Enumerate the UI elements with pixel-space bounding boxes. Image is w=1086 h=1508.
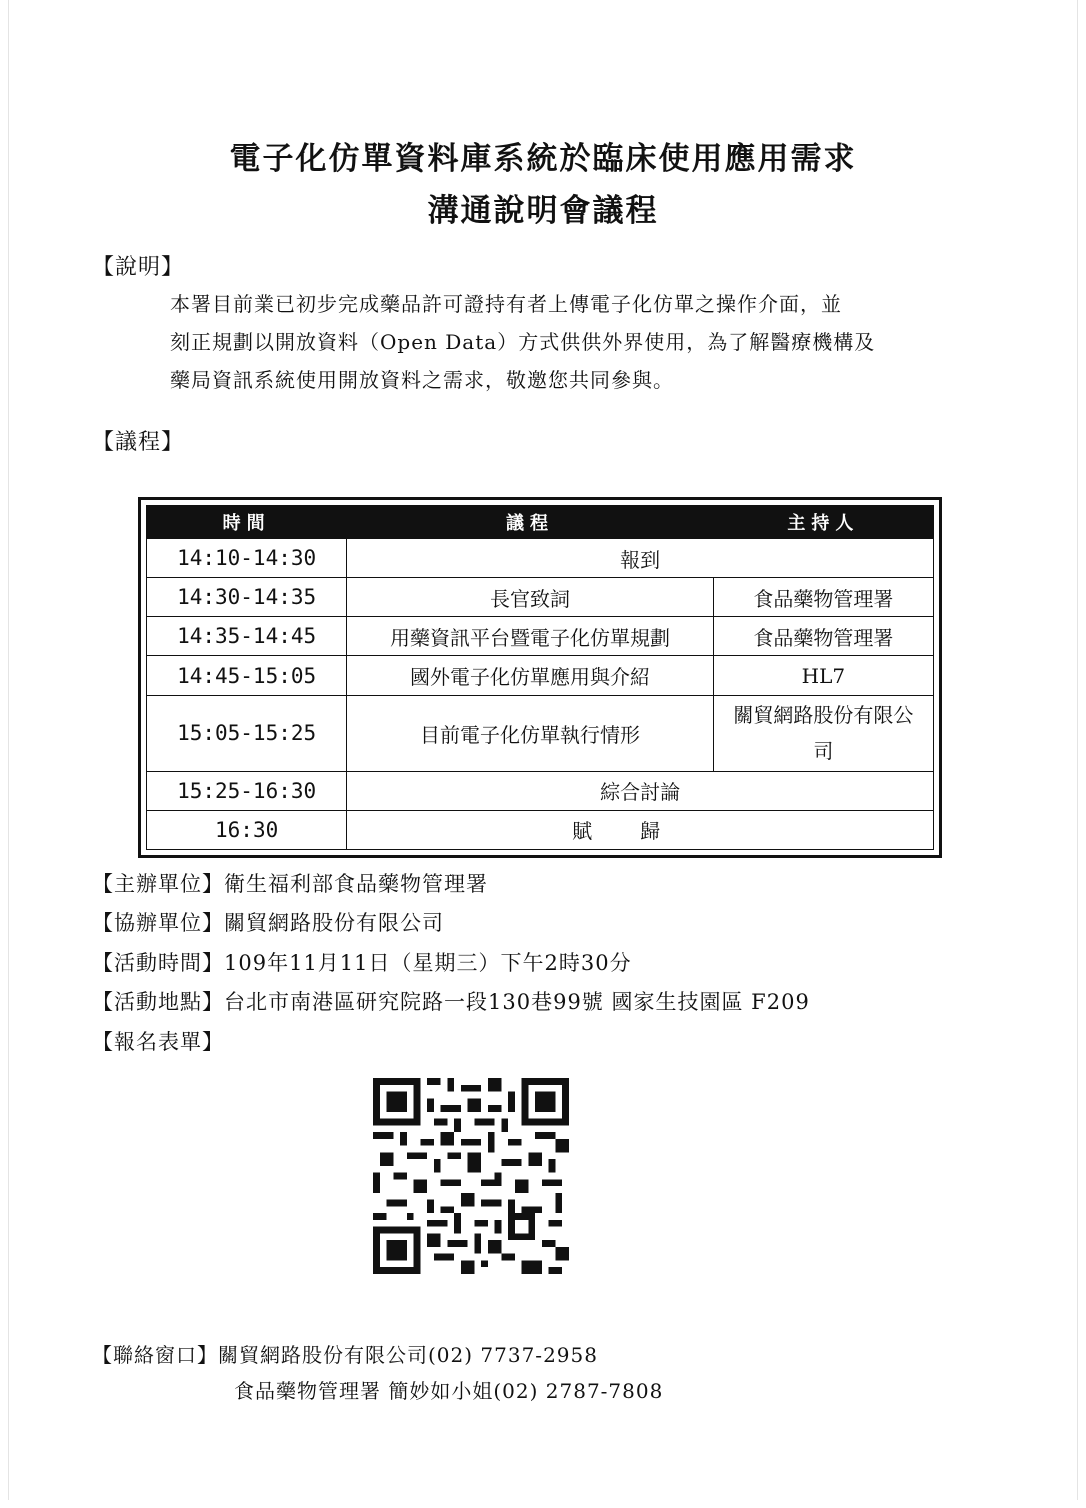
event-location-line xyxy=(92,986,810,1016)
agenda-time: 15:25-16:30 xyxy=(147,771,347,810)
table-row xyxy=(147,810,934,849)
agenda-header-row xyxy=(147,506,934,539)
column-header-host: 主持人 xyxy=(713,506,933,539)
column-header-item: 議程 xyxy=(347,506,713,539)
agenda-time: 15:05-15:25 xyxy=(147,695,347,771)
agenda-item: 國外電子化仿單應用與介紹 xyxy=(347,656,713,695)
co-organizer-label: 【協辦單位】 xyxy=(92,911,224,935)
agenda-table xyxy=(146,505,934,850)
document-subtitle: 溝通說明會議程 xyxy=(427,193,659,229)
description-line: 藥局資訊系統使用開放資料之需求，敬邀您共同參與。 xyxy=(170,368,674,392)
agenda-time: 14:45-15:05 xyxy=(147,656,347,695)
contact-line-2: 食品藥物管理署 簡妙如小姐(02) 2787-7808 xyxy=(234,1379,664,1403)
description-line: 刻正規劃以開放資料（Open Data）方式供供外界使用，為了解醫療機構及 xyxy=(170,330,876,354)
agenda-item: 報到 xyxy=(347,539,934,578)
event-time-value: 109年11月11日（星期三）下午2時30分 xyxy=(224,951,632,975)
co-organizer-value: 關貿網路股份有限公司 xyxy=(224,911,444,935)
organizer-line xyxy=(92,868,488,898)
registration-form-line xyxy=(92,1026,224,1056)
agenda-table-frame xyxy=(138,497,942,858)
table-row xyxy=(147,695,934,771)
event-time-line xyxy=(92,947,632,977)
event-time-label: 【活動時間】 xyxy=(92,951,224,975)
table-row xyxy=(147,771,934,810)
column-header-time: 時間 xyxy=(147,506,347,539)
registration-form-label: 【報名表單】 xyxy=(92,1030,224,1054)
table-row xyxy=(147,656,934,695)
description-heading: 【說明】 xyxy=(92,255,185,280)
event-location-value: 台北市南港區研究院路一段130巷99號 國家生技園區 F209 xyxy=(224,990,810,1014)
co-organizer-line xyxy=(92,907,444,937)
agenda-host: 食品藥物管理署 xyxy=(713,617,933,656)
agenda-item: 目前電子化仿單執行情形 xyxy=(347,695,713,771)
agenda-item: 綜合討論 xyxy=(347,771,934,810)
contact-label: 【聯絡窗口】 xyxy=(92,1343,218,1367)
agenda-host: HL7 xyxy=(713,656,933,695)
description-text xyxy=(170,285,1000,399)
table-row xyxy=(147,539,934,578)
registration-qr-code[interactable] xyxy=(373,1078,569,1274)
description-line: 本署目前業已初步完成藥品許可證持有者上傳電子化仿單之操作介面，並 xyxy=(170,292,842,316)
agenda-heading: 【議程】 xyxy=(92,430,185,455)
agenda-time: 16:30 xyxy=(147,810,347,849)
contact-block xyxy=(92,1337,663,1409)
agenda-host: 食品藥物管理署 xyxy=(713,578,933,617)
agenda-time: 14:10-14:30 xyxy=(147,539,347,578)
agenda-host: 關貿網路股份有限公司 xyxy=(713,695,933,771)
document-title: 電子化仿單資料庫系統於臨床使用應用需求 xyxy=(229,141,857,177)
organizer-label: 【主辦單位】 xyxy=(92,872,224,896)
contact-line-1: 關貿網路股份有限公司(02) 7737-2958 xyxy=(218,1343,598,1367)
table-row xyxy=(147,578,934,617)
table-row xyxy=(147,617,934,656)
agenda-item: 長官致詞 xyxy=(347,578,713,617)
agenda-item: 用藥資訊平台暨電子化仿單規劃 xyxy=(347,617,713,656)
agenda-item: 賦歸 xyxy=(347,810,934,849)
agenda-time: 14:30-14:35 xyxy=(147,578,347,617)
agenda-time: 14:35-14:45 xyxy=(147,617,347,656)
organizer-value: 衛生福利部食品藥物管理署 xyxy=(224,872,488,896)
event-location-label: 【活動地點】 xyxy=(92,990,224,1014)
